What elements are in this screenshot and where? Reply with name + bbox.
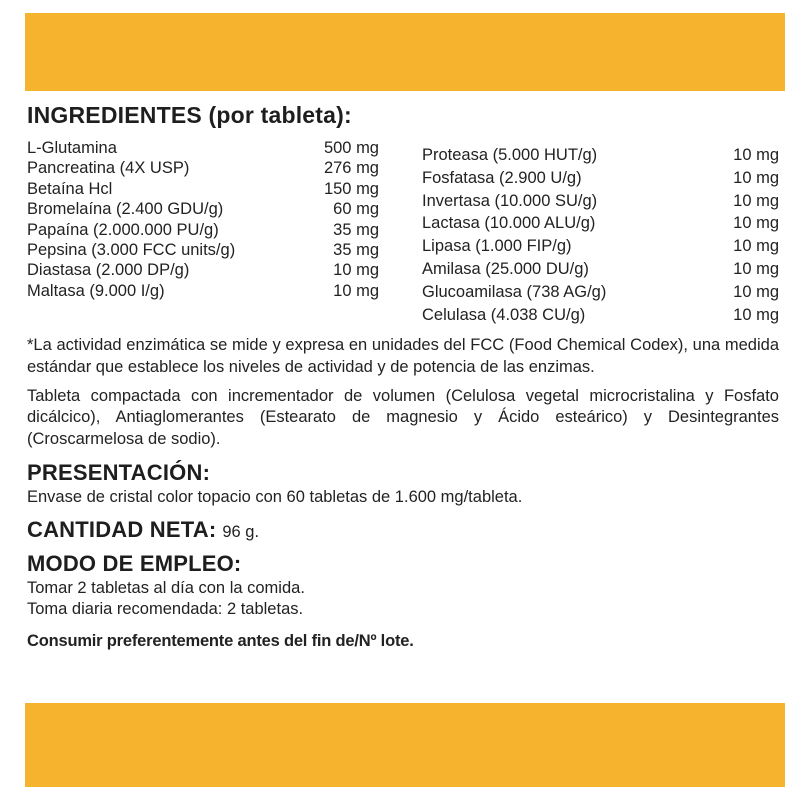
ingredient-row xyxy=(422,190,779,213)
ingredient-amount: 10 mg xyxy=(733,168,779,187)
ingredient-name: Proteasa (5.000 HUT/g) xyxy=(422,146,598,164)
modo-empleo-title: MODO DE EMPLEO: xyxy=(27,551,242,577)
ingredient-name: Bromelaína (2.400 GDU/g) xyxy=(27,200,224,219)
ingredient-amount: 10 mg xyxy=(733,146,779,164)
ingredients-left-column xyxy=(27,138,379,326)
ingredient-amount: 10 mg xyxy=(733,214,779,233)
cantidad-neta-title: CANTIDAD NETA: xyxy=(27,517,217,543)
ingredient-name: Papaína (2.000.000 PU/g) xyxy=(27,220,219,239)
label-content xyxy=(27,100,779,652)
ingredient-amount: 10 mg xyxy=(333,261,379,280)
ingredient-amount: 10 mg xyxy=(733,191,779,210)
ingredient-amount: 150 mg xyxy=(323,179,379,198)
ingredient-name: Lactasa (10.000 ALU/g) xyxy=(422,214,596,233)
top-color-band xyxy=(25,13,785,91)
ingredient-row xyxy=(27,240,379,260)
ingredient-row xyxy=(422,212,779,235)
ingredient-row xyxy=(27,220,379,240)
ingredient-name: Maltasa (9.000 I/g) xyxy=(27,281,165,300)
ingredient-row xyxy=(27,179,379,199)
presentacion-text: Envase de cristal color topacio con 60 tabletas de 1.600 mg/tableta. xyxy=(27,488,523,507)
ingredient-row xyxy=(27,138,379,158)
ingredient-name: L-Glutamina xyxy=(27,139,117,157)
ingredient-row xyxy=(422,167,779,190)
ingredient-name: Glucoamilasa (738 AG/g) xyxy=(422,282,607,301)
ingredient-row xyxy=(422,258,779,281)
modo-empleo-line-2: Toma diaria recomendada: 2 tabletas. xyxy=(27,600,304,619)
ingredient-name: Fosfatasa (2.900 U/g) xyxy=(422,168,582,187)
ingredient-name: Pepsina (3.000 FCC units/g) xyxy=(27,241,236,260)
ingredient-row xyxy=(27,199,379,219)
ingredient-amount: 10 mg xyxy=(733,305,779,324)
ingredient-amount: 10 mg xyxy=(733,237,779,256)
ingredient-name: Pancreatina (4X USP) xyxy=(27,159,190,178)
ingredient-name: Amilasa (25.000 DU/g) xyxy=(422,259,589,278)
ingredients-right-column xyxy=(379,138,779,326)
ingredient-row xyxy=(27,281,379,301)
ingredient-name: Lipasa (1.000 FIP/g) xyxy=(422,237,572,256)
ingredient-row xyxy=(27,260,379,280)
ingredients-title: INGREDIENTES (por tableta): xyxy=(27,102,352,128)
ingredient-amount: 10 mg xyxy=(733,259,779,278)
modo-empleo-line-1: Tomar 2 tabletas al día con la comida. xyxy=(27,579,305,598)
consumir-preferentemente: Consumir preferentemente antes del fin de/Nº lote. xyxy=(27,632,414,651)
ingredient-amount: 10 mg xyxy=(333,281,379,300)
enzyme-activity-note: *La actividad enzimática se mide y expresa en unidades del FCC (Food Chemical Codex), una medida estándar que establece los niveles de actividad y de potencia de las enzimas. xyxy=(27,336,779,376)
ingredient-name: Invertasa (10.000 SU/g) xyxy=(422,191,598,210)
ingredients-table xyxy=(27,138,779,326)
ingredient-row xyxy=(422,304,779,327)
bottom-color-band xyxy=(25,703,785,787)
ingredient-name: Betaína Hcl xyxy=(27,179,113,198)
ingredient-amount: 35 mg xyxy=(333,220,379,239)
ingredient-row xyxy=(27,158,379,178)
ingredient-amount: 500 mg xyxy=(323,139,379,157)
ingredient-amount: 276 mg xyxy=(323,159,379,178)
ingredient-name: Celulasa (4.038 CU/g) xyxy=(422,305,586,324)
ingredient-row xyxy=(422,235,779,258)
ingredient-amount: 60 mg xyxy=(333,200,379,219)
ingredient-amount: 10 mg xyxy=(733,282,779,301)
ingredient-amount: 35 mg xyxy=(333,241,379,260)
ingredient-row xyxy=(422,144,779,167)
presentacion-title: PRESENTACIÓN: xyxy=(27,460,211,486)
ingredient-row xyxy=(422,281,779,304)
cantidad-neta-value: 96 g. xyxy=(222,523,260,542)
tablet-composition-note: Tableta compactada con incrementador de volumen (Celulosa vegetal microcristalina y Fosfato dicálcico), Antiaglomerantes (Estearato de magnesio y Ácido esteárico) y Desintegrantes (Croscarmelosa de sodio). xyxy=(27,386,779,448)
ingredient-name: Diastasa (2.000 DP/g) xyxy=(27,261,190,280)
cantidad-neta xyxy=(27,516,779,544)
